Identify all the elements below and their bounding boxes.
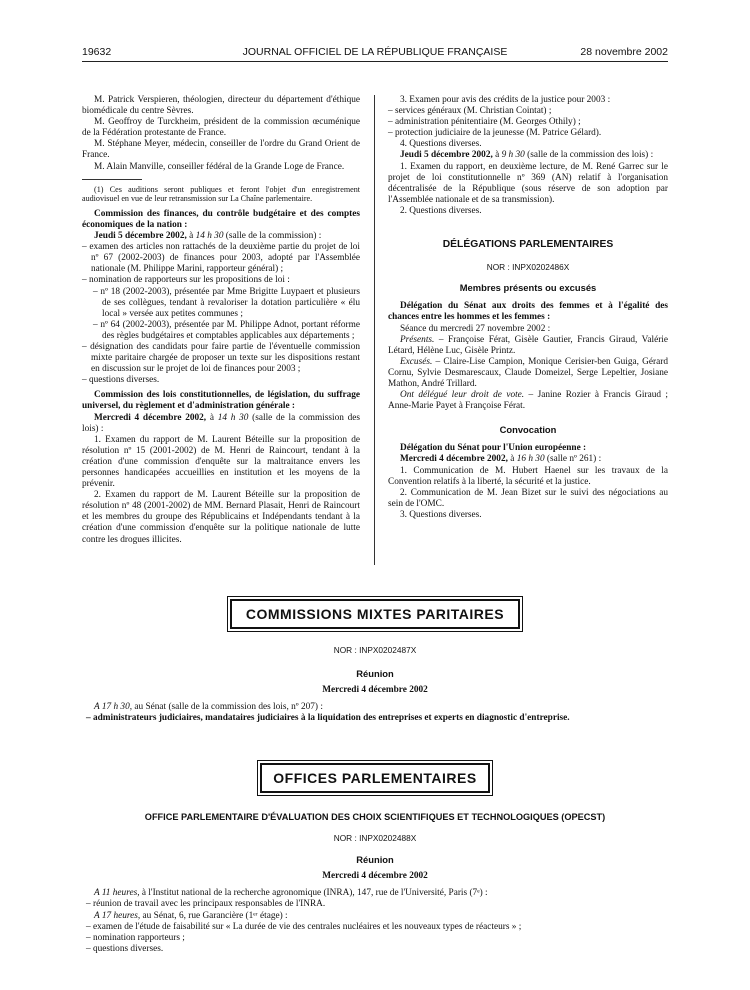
nor-reference: NOR : INPX0202486X	[486, 262, 570, 273]
reunion-heading: Réunion	[356, 668, 394, 680]
cmp-title: COMMISSIONS MIXTES PARITAIRES	[230, 599, 520, 629]
list-item: – questions diverses.	[82, 375, 160, 386]
reunion-heading: Réunion	[356, 854, 394, 866]
convocation-date: Mercredi 4 décembre 2002, à 16 h 30 (salle nº 261) :	[400, 454, 602, 465]
meeting-time: A 17 h 30, au Sénat (salle de la commission des lois, nº 207) :	[94, 702, 323, 713]
delegation-heading: Délégation du Sénat aux droits des femmes et à l'égalité des chances entre les hommes et les femmes :	[388, 301, 668, 323]
footnote: (1) Ces auditions seront publiques et feront l'objet d'un enregistrement audiovisuel en vue de leur retransmission sur La Chaîne parlementaire.	[82, 184, 360, 204]
hearing-list-item: M. Stéphane Meyer, médecin, conseiller de l'ordre du Grand Orient de France.	[82, 139, 360, 161]
agenda-item: – questions diverses.	[86, 943, 164, 954]
agenda-item: – examen de l'étude de faisabilité sur « La durée de vie des centrales nucléaires et les nouveaux types de réacteurs » ;	[86, 921, 522, 932]
list-item: 3. Questions diverses.	[400, 509, 482, 520]
list-item: – services généraux (M. Christian Cointat) ;	[388, 106, 552, 117]
list-item: 4. Questions diverses.	[400, 139, 482, 150]
list-item: 2. Communication de M. Jean Bizet sur le suivi des négociations au sein de l'OMC.	[388, 487, 668, 509]
delegations-title: DÉLÉGATIONS PARLEMENTAIRES	[442, 239, 614, 251]
finances-heading: Commission des finances, du contrôle budgétaire et des comptes économiques de la nation :	[82, 208, 360, 230]
sub-list-item: – nº 64 (2002-2003), présentée par M. Philippe Adnot, portant réforme des règles budgétaires et comptables applicables aux départements ;	[93, 319, 360, 341]
nor-reference: NOR : INPX0202488X	[333, 833, 417, 844]
header-rule	[82, 61, 668, 62]
meeting-date: Mercredi 4 décembre 2002	[322, 685, 428, 696]
list-item: – administration pénitentiaire (M. Georges Othily) ;	[388, 117, 581, 128]
issue-date: 28 novembre 2002	[580, 46, 668, 58]
office-subtitle: OFFICE PARLEMENTAIRE D'ÉVALUATION DES CHOIX SCIENTIFIQUES ET TECHNOLOGIQUES (OPECST)	[144, 812, 606, 822]
offices-section	[82, 812, 668, 955]
meeting-date: Mercredi 4 décembre 2002	[322, 871, 428, 882]
excuses: Excusés. – Claire-Lise Campion, Monique Cerisier-ben Guiga, Gérard Cornu, Sylvie Desmarescaux, Claude Domeizel, Serge Lepeltier, Josiane Mathon, André Trillard.	[388, 356, 668, 389]
cmp-title-box	[227, 596, 523, 632]
offices-title: OFFICES PARLEMENTAIRES	[260, 763, 490, 793]
column-divider	[374, 95, 375, 565]
convocation-heading: Délégation du Sénat pour l'Union européenne :	[400, 443, 587, 454]
sub-list-item: – nº 18 (2002-2003), présentée par Mme Brigitte Luypaert et plusieurs de ses collègues, tendant à revaloriser la dotation particulière « élu local » versée aux petites communes ;	[93, 286, 360, 319]
list-item: – nomination de rapporteurs sur les propositions de loi :	[82, 275, 290, 286]
convocation-title: Convocation	[499, 424, 557, 436]
agenda-item: – nomination rapporteurs ;	[86, 932, 185, 943]
footnote-rule	[82, 179, 142, 180]
offices-title-box	[257, 760, 493, 796]
list-item: – désignation des candidats pour faire partie de l'éventuelle commission mixte paritaire chargée de proposer un texte sur les dispositions restant en discussion sur le projet de loi de finances pour 2003 ;	[82, 341, 360, 375]
agenda-item: – administrateurs judiciaires, mandataires judiciaires à la liquidation des entreprises et experts en diagnostic d'entreprise.	[86, 713, 570, 724]
meeting-time: A 11 heures, à l'Institut national de la recherche agronomique (INRA), 147, rue de l'Université, Paris (7ᵉ) :	[94, 888, 488, 899]
list-item: 2. Examen du rapport de M. Laurent Béteille sur la proposition de résolution nº 48 (2001-2002) de MM. Bernard Plasait, Henri de Raincourt et les membres du groupe des Républicains et Indépendants tendant à la création d'une commission d'enquête sur la politique nationale de lutte contre les drogues illicites.	[82, 490, 360, 545]
delegue: Ont délégué leur droit de vote. – Janine Rozier à Francis Giraud ; Anne-Marie Payet à Françoise Férat.	[388, 390, 668, 412]
list-item: – protection judiciaire de la jeunesse (M. Patrice Gélard).	[388, 128, 602, 139]
nor-reference: NOR : INPX0202487X	[333, 645, 417, 655]
list-item: 1. Communication de M. Hubert Haenel sur les travaux de la Convention relatifs à la liberté, la sécurité et la justice.	[388, 465, 668, 487]
right-column	[388, 95, 668, 521]
left-column	[82, 95, 360, 546]
seance-date: Séance du mercredi 27 novembre 2002 :	[400, 323, 551, 334]
list-item: – examen des articles non rattachés de la deuxième partie du projet de loi nº 67 (2002-2003) de finances pour 2003, adopté par l'Assemblée nationale (M. Philippe Marini, rapporteur général) ;	[82, 242, 360, 275]
agenda-item: – réunion de travail avec les principaux responsables de l'INRA.	[86, 899, 326, 910]
finances-date: Jeudi 5 décembre 2002, à 14 h 30 (salle de la commission) :	[94, 231, 322, 242]
presents: Présents. – Françoise Férat, Gisèle Gautier, Francis Giraud, Valérie Létard, Hélène Luc, Gisèle Printz.	[388, 334, 668, 356]
page-number: 19632	[82, 46, 112, 58]
hearing-list-item: M. Geoffroy de Turckheim, président de la commission œcuménique de la Fédération protestante de France.	[82, 117, 360, 139]
hearing-list-item: M. Alain Manville, conseiller fédéral de la Grande Loge de France.	[94, 161, 345, 172]
jeudi-date: Jeudi 5 décembre 2002, à 9 h 30 (salle de la commission des lois) :	[400, 150, 654, 161]
journal-title: JOURNAL OFFICIEL DE LA RÉPUBLIQUE FRANÇAISE	[242, 46, 508, 58]
list-item: 1. Examen du rapport de M. Laurent Béteille sur la proposition de résolution nº 15 (2001-2002) de M. Henri de Raincourt, tendant à la création d'une commission d'enquête sur la maltraitance envers les personnes handicapées accueillies en institution et les moyens de la prévenir.	[82, 434, 360, 490]
delegations-subtitle: Membres présents ou excusés	[459, 282, 597, 294]
lois-heading: Commission des lois constitutionnelles, de législation, du suffrage universel, du règlement et d'administration générale :	[82, 390, 360, 412]
credits-intro: 3. Examen pour avis des crédits de la justice pour 2003 :	[400, 95, 611, 105]
lois-date: Mercredi 4 décembre 2002, à 14 h 30 (salle de la commission des lois) :	[82, 412, 361, 434]
hearing-list-item: M. Patrick Verspieren, théologien, directeur du département d'éthique biomédicale du centre Sèvres.	[82, 95, 360, 117]
list-item: 1. Examen du rapport, en deuxième lecture, de M. René Garrec sur le projet de loi constitutionnelle nº 369 (AN) relatif à l'organisation décentralisée de la République (sous réserve de son adoption par l'Assemblée nationale et de sa transmission).	[388, 161, 668, 205]
list-item: 2. Questions diverses.	[400, 205, 482, 216]
meeting-time: A 17 heures, au Sénat, 6, rue Garancière (1ᵉʳ étage) :	[94, 910, 288, 921]
cmp-section	[82, 645, 668, 724]
page-header	[82, 40, 668, 62]
